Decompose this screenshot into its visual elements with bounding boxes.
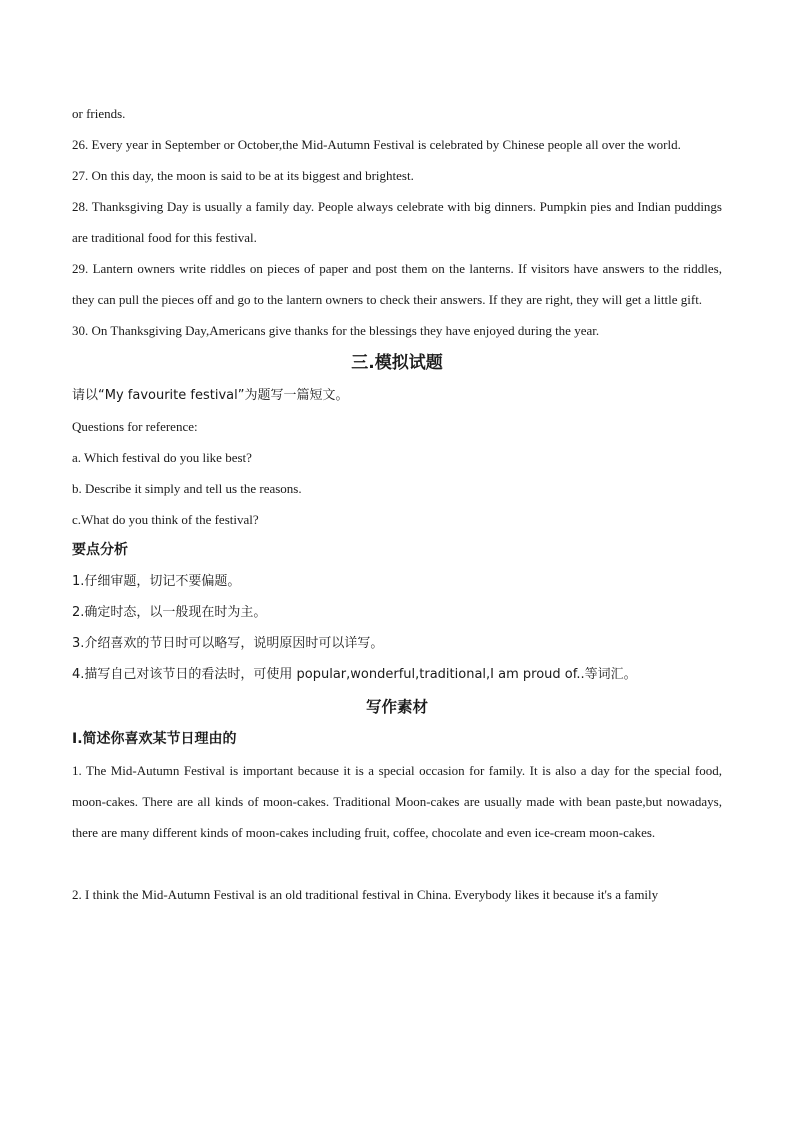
material-paragraph-2: 2. I think the Mid-Autumn Festival is an old traditional festival in China. Everybody likes it because it's a family: [72, 887, 659, 902]
question-b: b. Describe it simply and tell us the reasons.: [72, 481, 302, 496]
analysis-point-1: 1.仔细审题，切记不要偏题。: [72, 574, 241, 589]
sentence-continuation: or friends.: [72, 106, 126, 121]
question-a: a. Which festival do you like best?: [72, 450, 252, 465]
analysis-heading: 要点分析: [72, 542, 128, 558]
writing-prompt: 请以“My favourite festival”为题写一篇短文。: [72, 388, 349, 403]
analysis-point-3: 3.介绍喜欢的节日时可以略写，说明原因时可以详写。: [72, 636, 384, 651]
question-c: c.What do you think of the festival?: [72, 512, 259, 527]
questions-label: Questions for reference:: [72, 419, 198, 434]
sentence-27: 27. On this day, the moon is said to be at its biggest and brightest.: [72, 168, 414, 183]
paragraph-spacer: [72, 848, 722, 879]
document-page: [72, 98, 722, 910]
sentence-29: 29. Lantern owners write riddles on pieces of paper and post them on the lanterns. If visitors have answers to the riddles, they can pull the pieces off and go to the lantern owners to check their answers. If they are right, they will get a little gift.: [72, 261, 722, 307]
analysis-point-2: 2.确定时态，以一般现在时为主。: [72, 605, 267, 620]
material-paragraph-1: 1. The Mid-Autumn Festival is important because it is a special occasion for family. It is also a day for the special food, moon-cakes. There are all kinds of moon-cakes. Traditional Moon-cakes are usually made with bean paste,but nowadays, there are many different kinds of moon-cakes including fruit, coffee, chocolate and even ice-cream moon-cakes.: [72, 763, 722, 840]
section-heading-mock-test: 三.模拟试题: [351, 353, 443, 373]
materials-heading: 写作素材: [365, 698, 428, 716]
sentence-30: 30. On Thanksgiving Day,Americans give thanks for the blessings they have enjoyed during the year.: [72, 323, 600, 338]
sentence-28: 28. Thanksgiving Day is usually a family day. People always celebrate with big dinners. Pumpkin pies and Indian puddings are traditional food for this festival.: [72, 199, 722, 245]
materials-subheading: I.简述你喜欢某节日理由的: [72, 731, 237, 747]
analysis-point-4: 4.描写自己对该节日的看法时，可使用 popular,wonderful,traditional,I am proud of..等词汇。: [72, 667, 637, 682]
sentence-26: 26. Every year in September or October,the Mid-Autumn Festival is celebrated by Chinese people all over the world.: [72, 137, 681, 152]
